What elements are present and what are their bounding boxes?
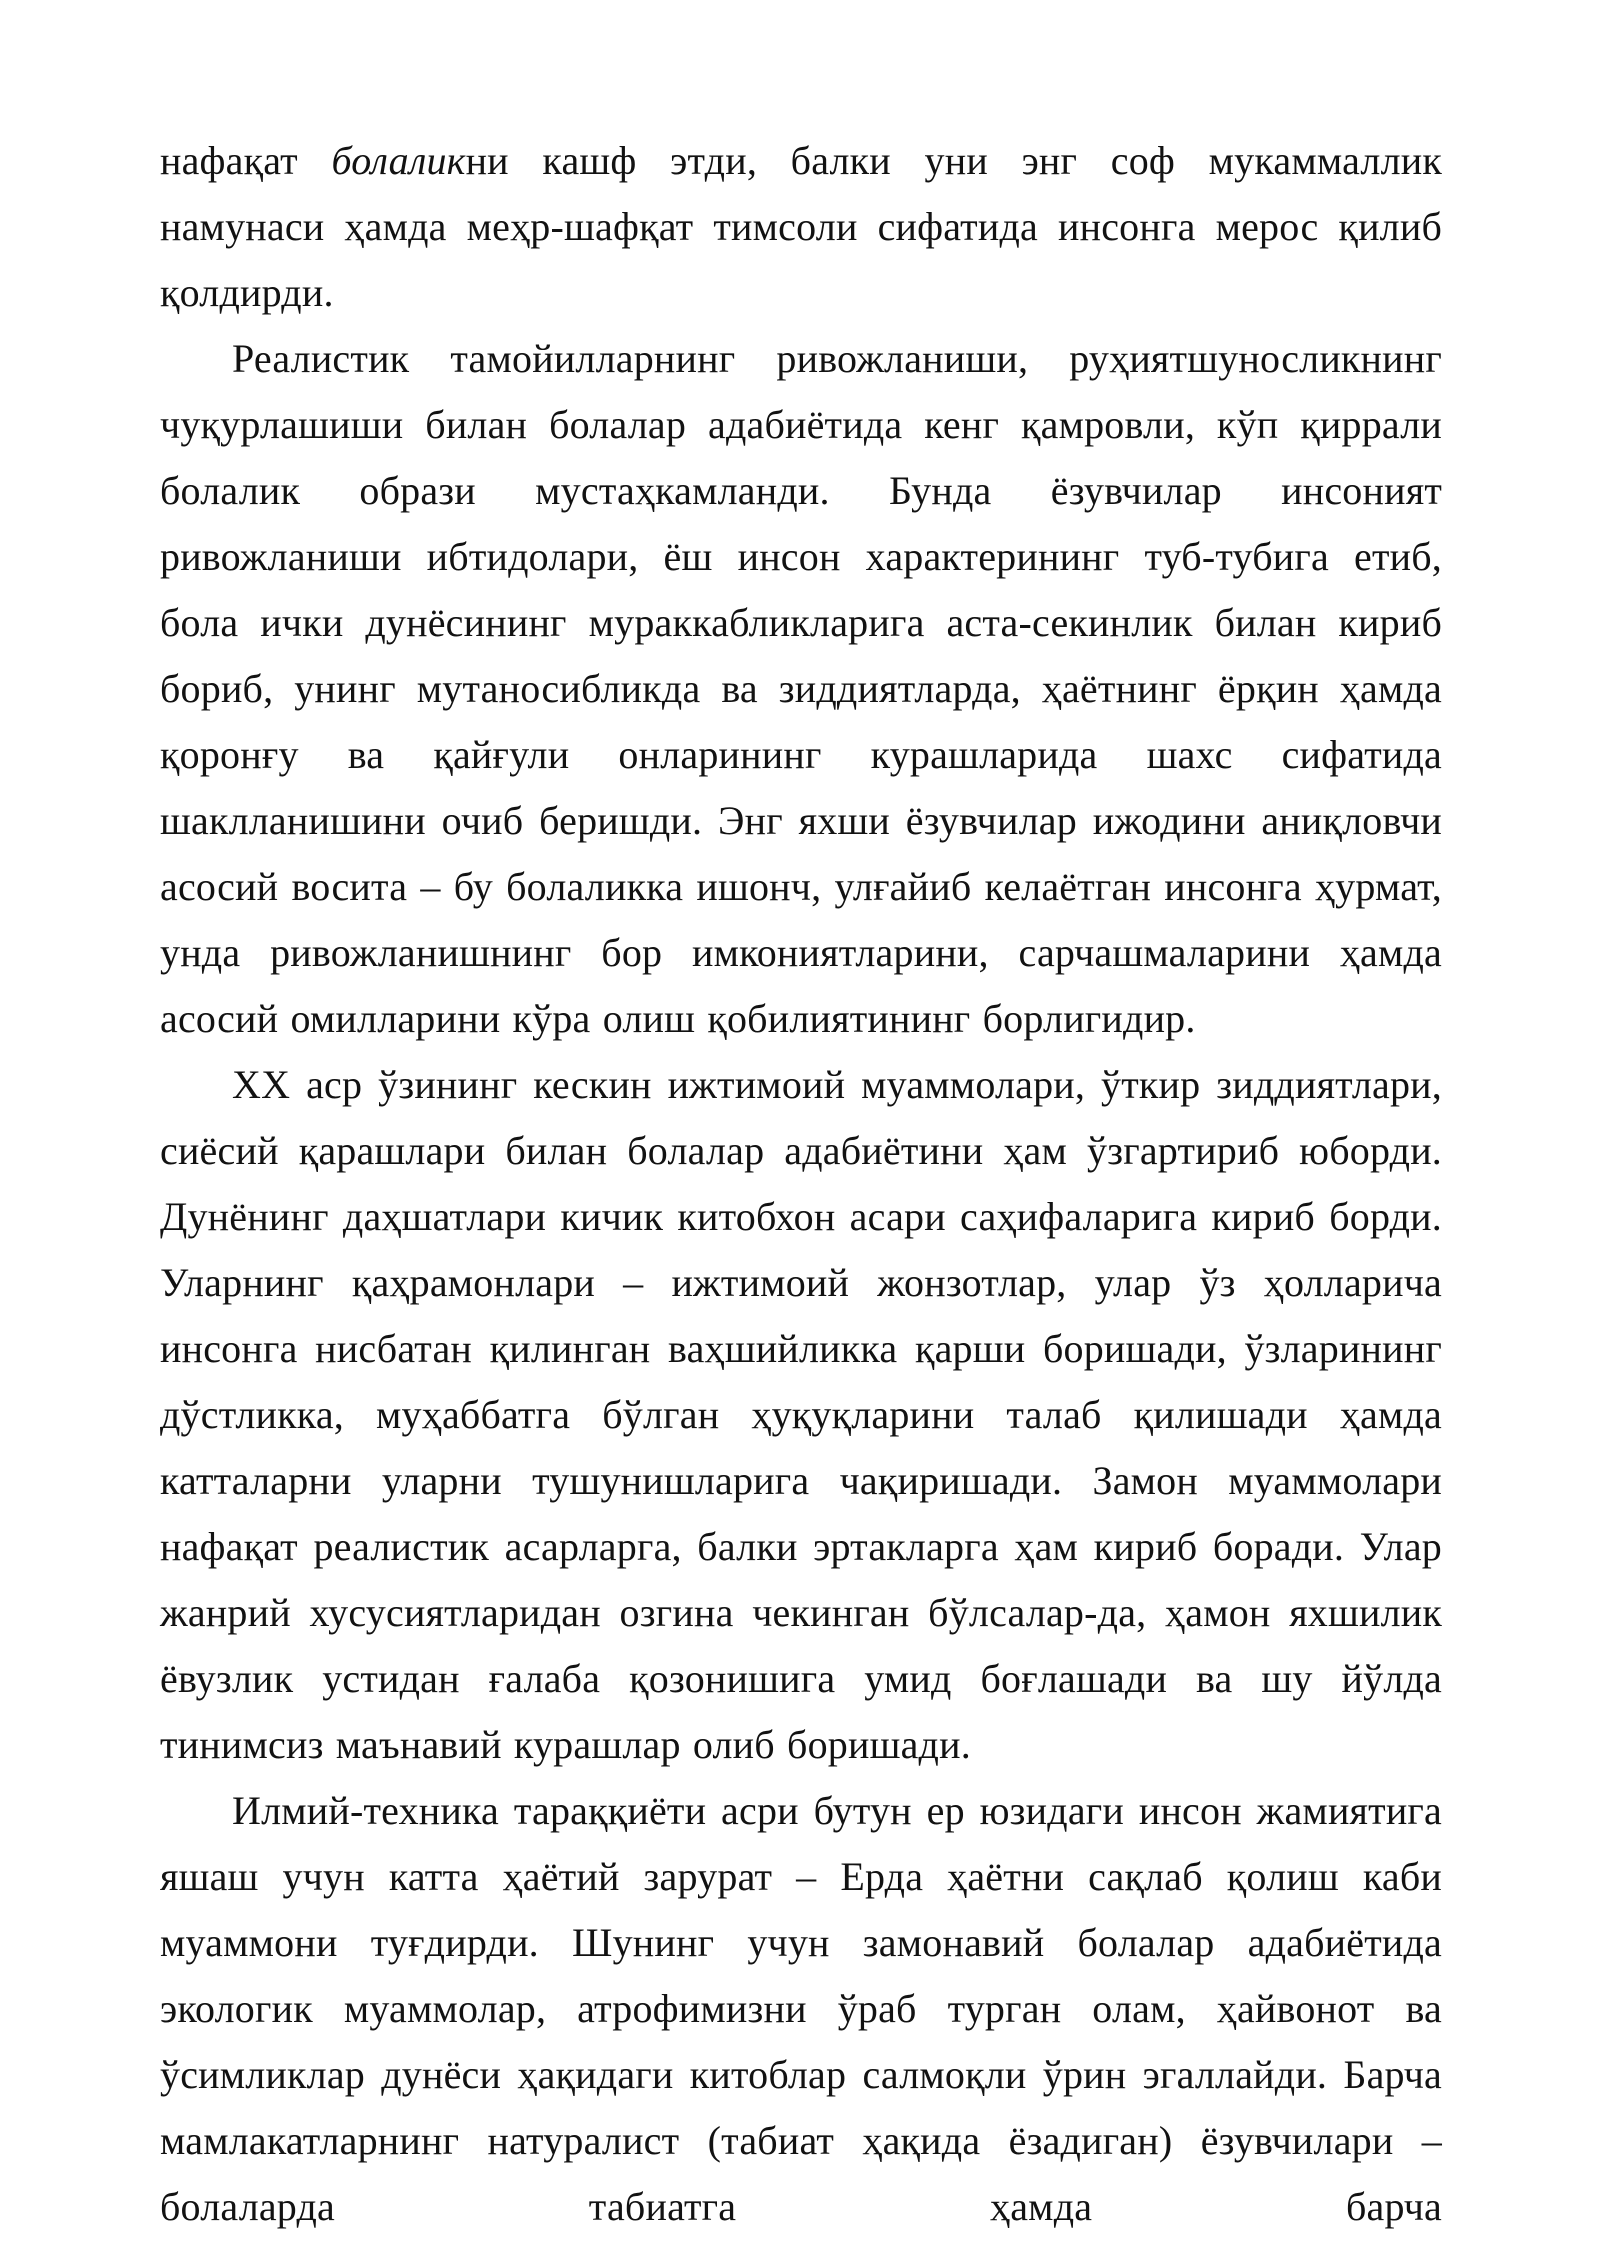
paragraph: ХХ аср ўзининг кескин ижтимоий муаммолари, ўткир зиддиятлари, сиёсий қарашлари билан болалар адабиётини ҳам ўзгартириб юборди. Дунёнинг даҳшатлари кичик китобхон асари саҳифаларига кириб борди. Уларнинг қаҳрамонлари – ижтимоий жонзотлар, улар ўз ҳолларича инсонга нисбатан қилинган ваҳшийликка қарши боришади, ўзларининг дўстликка, муҳаббатга бўлган ҳуқуқларини талаб қилишади ҳамда катталарни уларни тушунишларига чақиришади. Замон муаммолари нафақат реалистик асарларга, балки эртакларга ҳам кириб боради. Улар жанрий хусусиятларидан озгина чекинган бўлсалар-да, ҳамон яхшилик ёвузлик устидан ғалаба қозонишига умид боғлашади ва шу йўлда тинимсиз маънавий курашлар олиб боришади.: [160, 1062, 1442, 1767]
paragraph-continuation: [160, 128, 1442, 326]
italic-word: болалик: [331, 138, 466, 183]
paragraph-text: нафақат: [160, 138, 332, 183]
text-block: [160, 128, 1442, 2240]
paragraph-cutoff-at-page-break: Илмий-техника тараққиёти асри бутун ер юзидаги инсон жамиятига яшаш учун катта ҳаётий зарурат – Ерда ҳаётни сақлаб қолиш каби муаммони туғдирди. Шунинг учун замонавий болалар адабиётида экологик муаммолар, атрофимизни ўраб турган олам, ҳайвонот ва ўсимликлар дунёси ҳақидаги китоблар салмоқли ўрин эгаллайди. Барча мамлакатларнинг натуралист (табиат ҳақида ёзадиган) ёзувчилари – болаларда табиатга ҳамда барча: [160, 1788, 1442, 2229]
paragraph-text: ни кашф этди, балки уни энг соф мукаммаллик намунаси ҳамда меҳр-шафқат тимсоли сифатида инсонга мерос қилиб қолдирди.: [160, 138, 1442, 315]
paragraph: Реалистик тамойилларнинг ривожланиши, руҳиятшуносликнинг чуқурлашиши билан болалар адабиётида кенг қамровли, кўп қиррали болалик образи мустаҳкамланди. Бунда ёзувчилар инсоният ривожланиши ибтидолари, ёш инсон характерининг туб-тубига етиб, бола ички дунёсининг мураккабликларига аста-секинлик билан кириб бориб, унинг мутаносибликда ва зиддиятларда, ҳаётнинг ёрқин ҳамда қоронғу ва қайғули онларининг курашларида шахс сифатида шаклланишини очиб беришди. Энг яхши ёзувчилар ижодини аниқловчи асосий восита – бу болаликка ишонч, улғайиб келаётган инсонга ҳурмат, унда ривожланишнинг бор имкониятларини, сарчашмаларини ҳамда асосий омилларини кўра олиш қобилиятининг борлигидир.: [160, 336, 1442, 1041]
